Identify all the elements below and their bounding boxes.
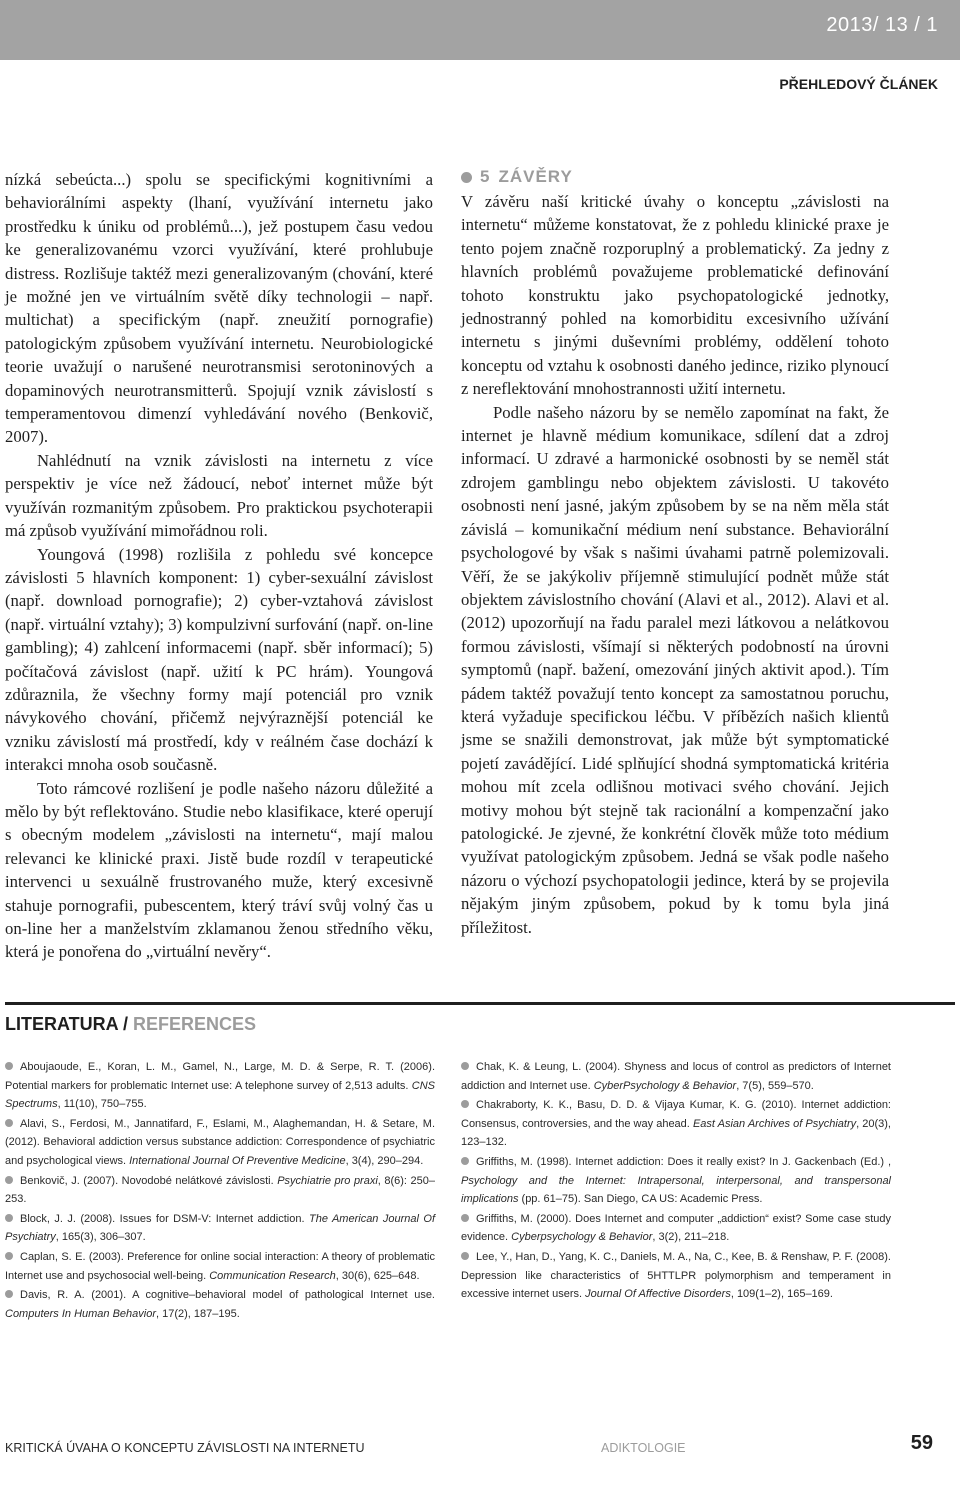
- reference-item: Chak, K. & Leung, L. (2004). Shyness and locus of control as predictors of Internet addiction and Internet use. CyberPsychology & Behavior, 7(5), 559–570.: [461, 1061, 891, 1092]
- references-divider: [5, 1002, 955, 1005]
- reference-item: Lee, Y., Han, D., Yang, K. C., Daniels, M. A., Na, C., Kee, B. & Renshaw, P. F. (2008). Depression like characteristics of 5HTTLPR polymorphism and temperament in excessive internet users. Journal Of Affective Disorders, 109(1–2), 165–169.: [461, 1250, 891, 1301]
- bullet-dot-icon: [461, 1214, 469, 1222]
- references-heading: [5, 1014, 256, 1035]
- body-paragraph: Podle našeho názoru by se nemělo zapomínat na fakt, že internet je hlavně médium komunikace, sdílení dat a zdroj informací. U zdravé a harmonické osobnosti by se neměl stát zdrojem gamblingu nebo objektem závislosti. U takovéto osobnosti není jasné, jakým způsobem by se na něm měla stát závislá – komunikační médium není substance. Behaviorální psychologové by však s našimi úvahami patrně polemizovali. Věří, že se jakýkoliv příjemně stimulující podnět může stát objektem závislostního chování (Alavi et al., 2012). Alavi et al. (2012) upozorňují na řadu paralel mezi látkovou a nelátkovou formou závislosti, všímají si některých podobností na úrovni symptomů (např. bažení, omezování jiných aktivit apod.). Tím pádem taktéž považují tento koncept za samostatnou poruchu, která vyžaduje specifickou léčbu. V příbězích našich klientů jsme se snažili demonstrovat, jak může být symptomatické pojetí zavádějící. Lidé splňující shodná symptomatická kritéria mohou mít zcela odlišnou motivaci svého chování. Jejich motivy mohou být stejně tak racionální a kompenzační jako patologické. Je zjevné, že konkrétní člověk může toto médium využívat patologickým způsobem. Jedná se však podle našeho názoru o výchozí psychopatologii jedince, která by se projevila nějakým jiným způsobem, pokud by k tomu byla jiná příležitost.: [461, 402, 889, 937]
- reference-item: Aboujaoude, E., Koran, L. M., Gamel, N., Large, M. D. & Serpe, R. T. (2006). Potential markers for problematic Internet use: A telephone survey of 2,513 adults. CNS Spectrums, 11(10), 750–755.: [5, 1061, 435, 1111]
- references-title-en: REFERENCES: [133, 1014, 257, 1034]
- bullet-dot-icon: [461, 1062, 469, 1070]
- references-title-cz: LITERATURA: [5, 1014, 118, 1034]
- section-title: ZÁVĚRY: [498, 167, 573, 187]
- reference-item: Griffiths, M. (1998). Internet addiction: Does it really exist? In J. Gackenbach (Ed.) , Psychology and the Internet: Intrapersonal, interpersonal, and transpersonal implications (pp. 61–75). San Diego, CA US: Academic Press.: [461, 1155, 891, 1206]
- bullet-dot-icon: [5, 1062, 13, 1070]
- bullet-dot-icon: [5, 1290, 13, 1298]
- reference-item: Alavi, S., Ferdosi, M., Jannatifard, F., Eslami, M., Alaghemandan, H. & Setare, M. (2012). Behavioral addiction versus substance addiction: Correspondence of psychiatric and psychological views. International Journal Of Preventive Medicine, 3(4), 290–294.: [5, 1117, 435, 1167]
- conclusions-heading: [461, 166, 889, 188]
- bullet-dot-icon: [5, 1252, 13, 1260]
- footer-journal-name: ADIKTOLOGIE: [601, 1441, 686, 1455]
- right-text-column: [461, 166, 889, 939]
- issue-number: 2013/ 13 / 1: [826, 14, 938, 36]
- reference-item: Griffiths, M. (2000). Does Internet and computer „addiction“ exist? Some case study evidence. Cyberpsychology & Behavior, 3(2), 211–218.: [461, 1212, 891, 1244]
- reference-item: Benkovič, J. (2007). Novodobé nelátkové závislosti. Psychiatrie pro praxi, 8(6): 250–253.: [5, 1174, 435, 1206]
- bullet-dot-icon: [461, 1100, 469, 1108]
- bullet-dot-icon: [461, 172, 472, 183]
- body-paragraph: Youngová (1998) rozlišila z pohledu své koncepce závislosti 5 hlavních komponent: 1) cyber-sexuální závislost (např. download pornografie); 2) cyber-vztahová závislost (např. virtuální vztahy); 3) kompulzivní surfování (např. on-line gambling); 4) zahlcení informacemi (např. sběr informací); 5) počítačová závislost (např. užití k PC hrám). Youngová zdůraznila, že všechny formy mají potenciál pro vznik návykového chování, přičemž nejvýraznější potenciál ke vzniku závislostí má prostředí, kdy v reálném čase dochází k interakci mnoha osob současně.: [5, 544, 433, 775]
- body-paragraph: Nahlédnutí na vznik závislosti na internetu z více perspektiv je více než žádoucí, neboť internet může být využíván rozmanitým způsobem. Pro praktickou psychoterapii má způsob využívání mimořádnou roli.: [5, 450, 433, 541]
- body-paragraph: nízká sebeúcta...) spolu se specifickými kognitivními a behaviorálními aspekty (lhaní, využívání internetu jako prostředku k úniku od problémů...), jež postupem času vedou ke generalizovanému vzorci využívání, které prohlubuje distress. Rozlišuje taktéž mezi generalizovaným (chování, které je možné jen ve virtuálním světě díky technologii – např. multichat) a specifickým (např. zneužití pornografie) patologickým způsobem využívání internetu. Neurobiologické teorie uvažují o narušené neurotransmisi serotoninových a dopaminových neurotransmitterů. Spojují vznik závislostí s temperamentovou dimenzí vyhledávání nového (Benkovič, 2007).: [5, 170, 433, 447]
- reference-item: Block, J. J. (2008). Issues for DSM-V: Internet addiction. The American Journal Of Psychiatry, 165(3), 306–307.: [5, 1212, 435, 1244]
- header-band: [0, 0, 960, 60]
- bullet-dot-icon: [5, 1176, 13, 1184]
- body-paragraph: V závěru naší kritické úvahy o konceptu „závislosti na internetu“ můžeme konstatovat, že z pohledu klinické praxe je tento pojem značně rozporuplný a problematický. Za jedny z hlavních problémů považujeme problematické definování tohoto konstruktu jako psychopatologické jednotky, jednostranný pohled na komorbiditu excesivního užívání internetu s jinými duševními problémy, oddělení tohoto konceptu od vztahu k osobnosti daného jedince, riziko plynoucí z nereflektování mnohostrannosti užití internetu.: [461, 192, 889, 399]
- body-paragraph: Toto rámcové rozlišení je podle našeho názoru důležité a mělo by být reflektováno. Studie nebo klasifikace, které operují s obecným modelem „závislosti na internetu“, mají malou relevanci ke klinické praxi. Jistě bude rozdíl v terapeutické intervenci u sexuálně frustrovaného muže, který excesivně stahuje pornografii, pubescentem, který tráví svůj volný čas u on-line her a manželstvím zklamanou ženou středního věku, která je ponořena do „virtuální nevěry“.: [5, 778, 433, 962]
- references-left-column: [5, 1058, 435, 1324]
- bullet-dot-icon: [461, 1157, 469, 1165]
- article-type-label: PŘEHLEDOVÝ ČLÁNEK: [779, 76, 938, 92]
- left-text-column: [5, 168, 433, 964]
- references-title-separator: /: [117, 1014, 133, 1034]
- footer-article-title: KRITICKÁ ÚVAHA O KONCEPTU ZÁVISLOSTI NA INTERNETU: [5, 1441, 365, 1455]
- bullet-dot-icon: [5, 1119, 13, 1127]
- references-right-column: [461, 1058, 891, 1305]
- page-number: 59: [910, 1432, 933, 1454]
- reference-item: Davis, R. A. (2001). A cognitive–behavioral model of pathological Internet use. Computers In Human Behavior, 17(2), 187–195.: [5, 1289, 435, 1320]
- bullet-dot-icon: [461, 1252, 469, 1260]
- reference-item: Caplan, S. E. (2003). Preference for online social interaction: A theory of problematic Internet use and psychosocial well-being. Communication Research, 30(6), 625–648.: [5, 1250, 435, 1282]
- bullet-dot-icon: [5, 1214, 13, 1222]
- reference-item: Chakraborty, K. K., Basu, D. D. & Vijaya Kumar, K. G. (2010). Internet addiction: Consensus, controversies, and the way ahead. East Asian Archives of Psychiatry, 20(3), 123–132.: [461, 1099, 891, 1149]
- section-number: 5: [480, 167, 491, 187]
